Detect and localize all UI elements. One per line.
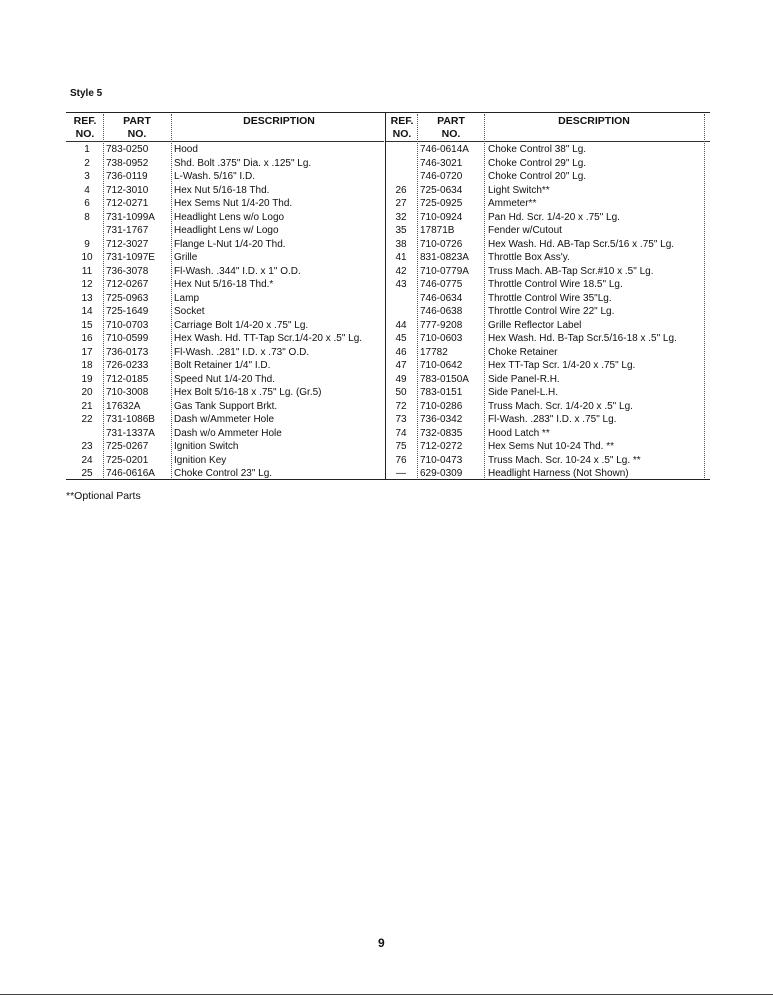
part-header-left: PART NO. bbox=[123, 115, 151, 140]
ref-cell: 35 bbox=[395, 225, 407, 236]
ref-cell: 17 bbox=[81, 346, 93, 358]
description-cell: Fl-Wash. .344" I.D. x 1" O.D. bbox=[174, 265, 301, 277]
description-cell: Hex Nut 5/16-18 Thd.* bbox=[174, 279, 274, 290]
table-row bbox=[66, 278, 710, 292]
table-row bbox=[66, 238, 710, 252]
ref-cell: 27 bbox=[395, 198, 407, 209]
ref-cell: 1 bbox=[84, 144, 90, 155]
part-number-cell: 725-0201 bbox=[106, 454, 149, 466]
ref-cell: 8 bbox=[84, 211, 90, 223]
table-row bbox=[66, 359, 710, 373]
ref-cell: 6 bbox=[84, 198, 90, 209]
table-row bbox=[66, 400, 710, 414]
part-number-cell: 731-1767 bbox=[106, 225, 149, 236]
part-number-cell: 629-0309 bbox=[420, 468, 463, 479]
table-row bbox=[66, 440, 710, 454]
description-cell: Headlight Lens w/ Logo bbox=[174, 225, 279, 236]
table-row bbox=[66, 305, 710, 319]
part-header-right: PART NO. bbox=[437, 115, 465, 140]
description-cell: Side Panel-R.H. bbox=[488, 373, 560, 385]
part-number-cell: 17871B bbox=[420, 225, 455, 236]
description-cell: Hex TT-Tap Scr. 1/4-20 x .75" Lg. bbox=[488, 360, 636, 371]
ref-cell: 4 bbox=[84, 184, 90, 196]
ref-cell: 2 bbox=[84, 157, 90, 169]
part-number-cell: 746-0614A bbox=[420, 144, 469, 155]
part-number-cell: 731-1099A bbox=[106, 211, 155, 223]
part-number-cell: 783-0151 bbox=[420, 387, 463, 398]
ref-cell: 47 bbox=[395, 360, 407, 371]
table-row bbox=[66, 413, 710, 427]
part-number-cell: 710-0603 bbox=[420, 333, 463, 344]
description-cell: Dash w/Ammeter Hole bbox=[174, 414, 275, 425]
table-row bbox=[66, 265, 710, 279]
part-number-cell: 731-1097E bbox=[106, 252, 155, 263]
ref-cell: 50 bbox=[395, 387, 407, 398]
ref-header-left: REF. NO. bbox=[73, 115, 97, 140]
footer-rule bbox=[0, 994, 773, 995]
description-cell: Fl-Wash. .283" I.D. x .75" Lg. bbox=[488, 414, 617, 425]
part-number-cell: 17782 bbox=[420, 346, 448, 358]
part-number-cell: 710-0779A bbox=[420, 265, 469, 277]
ref-cell: 41 bbox=[395, 252, 407, 263]
table-row bbox=[66, 143, 710, 157]
description-cell: Choke Control 23" Lg. bbox=[174, 468, 273, 479]
ref-cell: 14 bbox=[81, 306, 93, 317]
description-cell: Hex Wash. Hd. AB-Tap Scr.5/16 x .75" Lg. bbox=[488, 238, 675, 250]
description-cell: Fender w/Cutout bbox=[488, 225, 562, 236]
ref-cell: — bbox=[396, 468, 406, 479]
part-number-cell: 746-3021 bbox=[420, 157, 463, 169]
part-number-cell: 731-1337A bbox=[106, 427, 155, 439]
ref-cell: 46 bbox=[395, 346, 407, 358]
parts-table bbox=[66, 112, 710, 480]
table-row bbox=[66, 319, 710, 333]
part-number-cell: 710-0642 bbox=[420, 360, 463, 371]
description-cell: Hex Nut 5/16-18 Thd. bbox=[174, 184, 270, 196]
ref-cell: 3 bbox=[84, 171, 90, 182]
part-number-cell: 731-1086B bbox=[106, 414, 155, 425]
description-cell: Choke Control 38" Lg. bbox=[488, 144, 587, 155]
ref-cell: 11 bbox=[81, 265, 93, 277]
ref-cell: 44 bbox=[395, 319, 407, 331]
description-cell: Ignition Switch bbox=[174, 441, 239, 452]
page-number: 9 bbox=[378, 936, 385, 950]
table-row bbox=[66, 427, 710, 441]
part-number-cell: 710-0726 bbox=[420, 238, 463, 250]
description-cell: Hex Sems Nut 1/4-20 Thd. bbox=[174, 198, 293, 209]
description-cell: L-Wash. 5/16" I.D. bbox=[174, 171, 255, 182]
table-row bbox=[66, 346, 710, 360]
part-number-cell: 710-0286 bbox=[420, 400, 463, 412]
description-cell: Socket bbox=[174, 306, 205, 317]
description-cell: Throttle Control Wire 22" Lg. bbox=[488, 306, 615, 317]
table-top-rule bbox=[66, 112, 710, 113]
ref-cell: 12 bbox=[81, 279, 93, 290]
ref-cell: 10 bbox=[81, 252, 93, 263]
ref-cell: 72 bbox=[395, 400, 407, 412]
description-cell: Headlight Lens w/o Logo bbox=[174, 211, 285, 223]
description-cell: Dash w/o Ammeter Hole bbox=[174, 427, 282, 439]
part-number-cell: 726-0233 bbox=[106, 360, 149, 371]
ref-cell: 38 bbox=[395, 238, 407, 250]
part-number-cell: 710-0703 bbox=[106, 319, 149, 331]
table-row bbox=[66, 197, 710, 211]
header-rule-right bbox=[386, 141, 710, 142]
part-number-cell: 725-0634 bbox=[420, 184, 463, 196]
table-row bbox=[66, 170, 710, 184]
part-number-cell: 712-0267 bbox=[106, 279, 149, 290]
ref-header-right: REF. NO. bbox=[390, 115, 414, 140]
part-number-cell: 736-3078 bbox=[106, 265, 149, 277]
table-row bbox=[66, 184, 710, 198]
ref-cell: 20 bbox=[81, 387, 93, 398]
part-number-cell: 710-3008 bbox=[106, 387, 149, 398]
part-number-cell: 746-0634 bbox=[420, 292, 463, 304]
part-number-cell: 712-3027 bbox=[106, 238, 149, 250]
table-row bbox=[66, 373, 710, 387]
part-number-cell: 725-0963 bbox=[106, 292, 149, 304]
description-cell: Flange L-Nut 1/4-20 Thd. bbox=[174, 238, 286, 250]
table-row bbox=[66, 386, 710, 400]
part-number-cell: 712-0271 bbox=[106, 198, 149, 209]
description-cell: Hex Wash. Hd. B-Tap Scr.5/16-18 x .5" Lg. bbox=[488, 333, 677, 344]
part-number-cell: 746-0638 bbox=[420, 306, 463, 317]
table-row bbox=[66, 251, 710, 265]
table-row bbox=[66, 332, 710, 346]
ref-cell: 13 bbox=[81, 292, 93, 304]
description-cell: Throttle Box Ass'y. bbox=[488, 252, 570, 263]
part-number-cell: 746-0775 bbox=[420, 279, 463, 290]
part-number-cell: 725-0925 bbox=[420, 198, 463, 209]
part-number-cell: 17632A bbox=[106, 400, 141, 412]
ref-cell: 49 bbox=[395, 373, 407, 385]
description-cell: Fl-Wash. .281" I.D. x .73" O.D. bbox=[174, 346, 310, 358]
description-cell: Choke Control 20" Lg. bbox=[488, 171, 587, 182]
ref-cell: 24 bbox=[81, 454, 93, 466]
description-cell: Ignition Key bbox=[174, 454, 227, 466]
description-cell: Shd. Bolt .375" Dia. x .125" Lg. bbox=[174, 157, 312, 169]
description-cell: Choke Retainer bbox=[488, 346, 558, 358]
table-row bbox=[66, 292, 710, 306]
table-row bbox=[66, 454, 710, 468]
description-cell: Hex Bolt 5/16-18 x .75" Lg. (Gr.5) bbox=[174, 387, 322, 398]
ref-cell: 15 bbox=[81, 319, 93, 331]
part-number-cell: 725-0267 bbox=[106, 441, 149, 452]
ref-cell: 25 bbox=[81, 468, 93, 479]
description-header-right: DESCRIPTION bbox=[558, 115, 630, 127]
description-cell: Hood Latch ** bbox=[488, 427, 550, 439]
ref-cell: 18 bbox=[81, 360, 93, 371]
description-cell: Grille Reflector Label bbox=[488, 319, 582, 331]
description-cell: Light Switch** bbox=[488, 184, 550, 196]
description-cell: Hood bbox=[174, 144, 198, 155]
ref-cell: 73 bbox=[395, 414, 407, 425]
ref-cell: 45 bbox=[395, 333, 407, 344]
part-number-cell: 712-3010 bbox=[106, 184, 149, 196]
description-cell: Side Panel-L.H. bbox=[488, 387, 559, 398]
part-number-cell: 710-0473 bbox=[420, 454, 463, 466]
part-number-cell: 736-0119 bbox=[106, 171, 148, 182]
ref-cell: 76 bbox=[395, 454, 407, 466]
description-cell: Hex Wash. Hd. TT-Tap Scr.1/4-20 x .5" Lg. bbox=[174, 333, 363, 344]
ref-cell: 22 bbox=[81, 414, 93, 425]
header-rule-left bbox=[66, 141, 384, 142]
part-number-cell: 712-0272 bbox=[420, 441, 463, 452]
table-row bbox=[66, 157, 710, 171]
part-number-cell: 732-0835 bbox=[420, 427, 463, 439]
description-cell: Ammeter** bbox=[488, 198, 537, 209]
description-cell: Hex Sems Nut 10-24 Thd. ** bbox=[488, 441, 614, 452]
ref-cell: 74 bbox=[395, 427, 407, 439]
part-number-cell: 710-0924 bbox=[420, 211, 463, 223]
table-row bbox=[66, 224, 710, 238]
ref-cell: 21 bbox=[81, 400, 93, 412]
ref-cell: 9 bbox=[84, 238, 90, 250]
description-cell: Throttle Control Wire 18.5" Lg. bbox=[488, 279, 623, 290]
ref-cell: 23 bbox=[81, 441, 93, 452]
description-cell: Speed Nut 1/4-20 Thd. bbox=[174, 373, 275, 385]
description-cell: Truss Mach. Scr. 1/4-20 x .5" Lg. bbox=[488, 400, 633, 412]
description-cell: Pan Hd. Scr. 1/4-20 x .75" Lg. bbox=[488, 211, 620, 223]
part-number-cell: 783-0250 bbox=[106, 144, 149, 155]
part-number-cell: 712-0185 bbox=[106, 373, 149, 385]
table-row bbox=[66, 211, 710, 225]
part-number-cell: 831-0823A bbox=[420, 252, 469, 263]
part-number-cell: 746-0616A bbox=[106, 468, 155, 479]
part-number-cell: 777-9208 bbox=[420, 319, 463, 331]
description-cell: Lamp bbox=[174, 292, 200, 304]
description-cell: Grille bbox=[174, 252, 198, 263]
ref-cell: 43 bbox=[395, 279, 407, 290]
part-number-cell: 783-0150A bbox=[420, 373, 469, 385]
part-number-cell: 746-0720 bbox=[420, 171, 463, 182]
description-cell: Throttle Control Wire 35"Lg. bbox=[488, 292, 612, 304]
description-cell: Gas Tank Support Brkt. bbox=[174, 400, 278, 412]
ref-cell: 16 bbox=[81, 333, 93, 344]
part-number-cell: 725-1649 bbox=[106, 306, 149, 317]
description-cell: Choke Control 29" Lg. bbox=[488, 157, 587, 169]
ref-cell: 19 bbox=[81, 373, 93, 385]
style-label: Style 5 bbox=[70, 88, 103, 99]
table-row bbox=[66, 467, 710, 481]
description-cell: Headlight Harness (Not Shown) bbox=[488, 468, 629, 479]
ref-cell: 75 bbox=[395, 441, 407, 452]
description-cell: Truss Mach. AB-Tap Scr.#10 x .5" Lg. bbox=[488, 265, 654, 277]
part-number-cell: 736-0173 bbox=[106, 346, 149, 358]
part-number-cell: 738-0952 bbox=[106, 157, 149, 169]
part-number-cell: 710-0599 bbox=[106, 333, 149, 344]
description-cell: Truss Mach. Scr. 10-24 x .5" Lg. ** bbox=[488, 454, 641, 466]
description-cell: Bolt Retainer 1/4" I.D. bbox=[174, 360, 271, 371]
description-header-left: DESCRIPTION bbox=[243, 115, 315, 127]
optional-parts-footnote: **Optional Parts bbox=[66, 490, 141, 502]
description-cell: Carriage Bolt 1/4-20 x .75" Lg. bbox=[174, 319, 309, 331]
ref-cell: 32 bbox=[395, 211, 407, 223]
ref-cell: 26 bbox=[395, 184, 407, 196]
part-number-cell: 736-0342 bbox=[420, 414, 463, 425]
ref-cell: 42 bbox=[395, 265, 407, 277]
